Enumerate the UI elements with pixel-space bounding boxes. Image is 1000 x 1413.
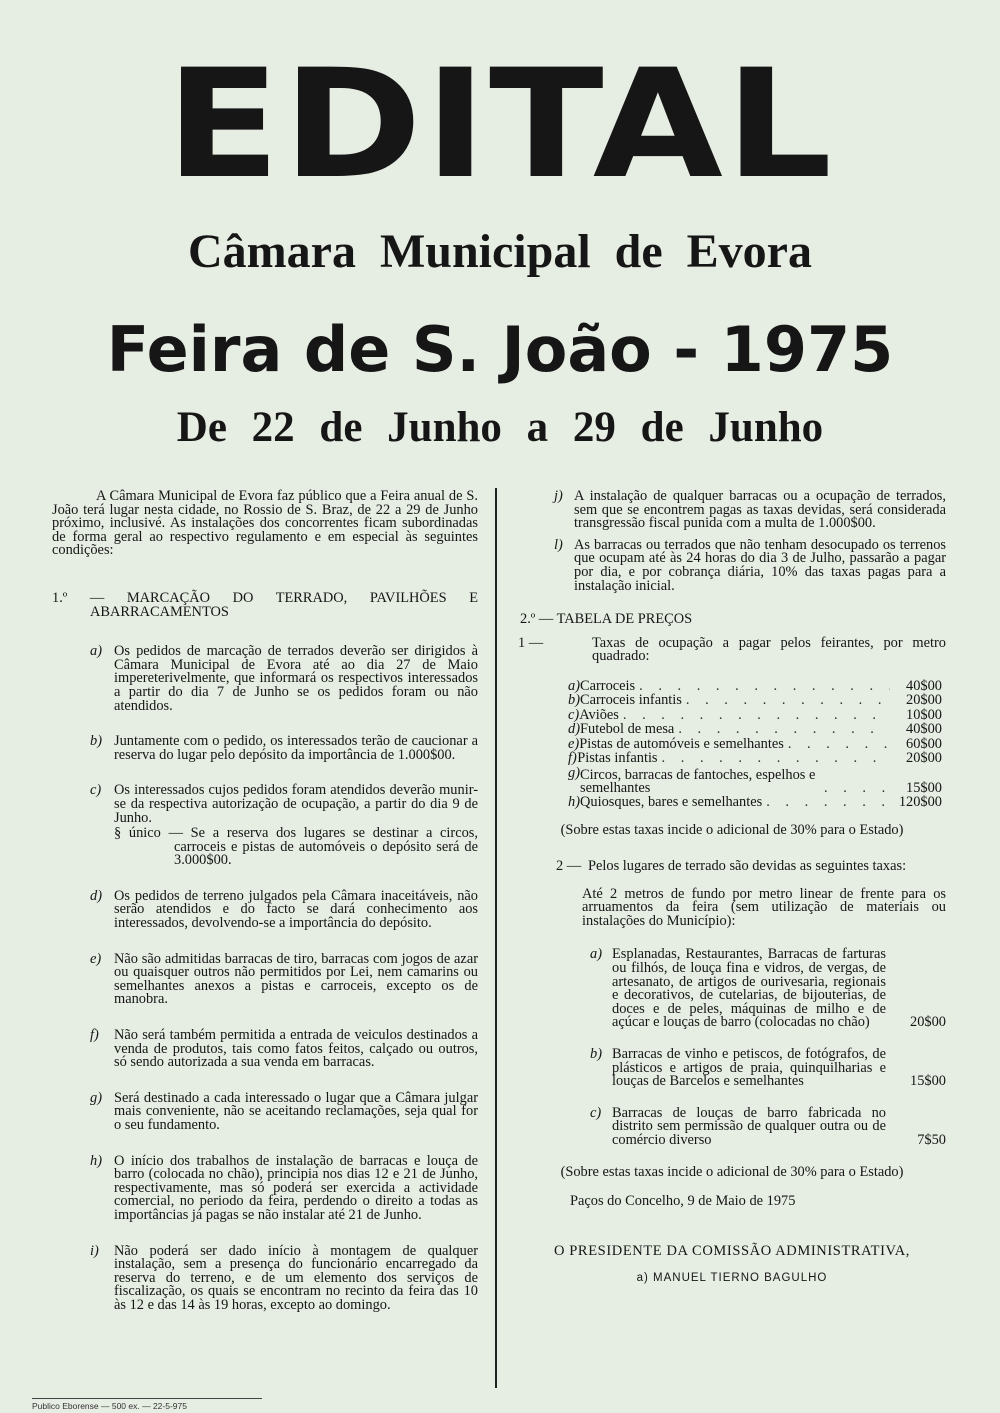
price-letter: g) xyxy=(568,764,580,781)
condition-text: Será destinado a cada interessado o lugar que a Câmara julgar mais conveniente, não se aceitando reclamações, seja qual for o seu fundamento. xyxy=(114,1089,478,1133)
poster-title: EDITAL xyxy=(165,38,835,212)
terrado-text: Esplanadas, Restaurantes, Barracas de farturas ou filhós, de louça fina e vidros, de vergas, de artesanato, de artigos de ourivesaria, regionais e decorativos, de cutelarias, de bijouterias, de doces e de peles, máquinas de milho e de açúcar e louças de barro (colocadas no chão) xyxy=(612,946,886,1031)
condition-text: As barracas ou terrados que não tenham desocupado os terrenos que ocupam até às 24 horas do dia 3 de Julho, passarão a pagar por dia, e por cobrança diária, 10% das taxas pagas para a instalação inicial. xyxy=(574,536,946,594)
right-column xyxy=(518,490,946,1286)
leader-dots xyxy=(788,738,890,752)
price-item: Carroceis infantis xyxy=(580,692,682,709)
price-item: Quiosques, bares e semelhantes xyxy=(580,793,763,810)
price-letter: h) xyxy=(568,793,580,810)
price-row xyxy=(568,793,942,811)
price-item: Futebol de mesa xyxy=(580,721,675,738)
condition-text: O início dos trabalhos de instalação de barracas e louça de barro (colocada no chão), principia nos dias 12 e 21 de Junho, respectivamente, mas só poderá ser exercida a actividade comercial, no periodo da feira, perdendo o direito a todas as importâncias já pagas se não instalar até 21 de Junho. xyxy=(114,1152,478,1223)
section-2-heading: 2.º — TABELA DE PREÇOS xyxy=(520,611,693,628)
condition-text: Os pedidos de marcação de terrados deverão ser dirigidos à Câmara Municipal de Evora até ao dia 27 de Maio impereterivelmente, que informará os respectivos interessados a partir do dia 7 de Junho se os pedidos foram ou não atendidos. xyxy=(114,643,478,714)
leader-dots xyxy=(824,782,890,796)
condition-letter: e) xyxy=(90,950,102,967)
printer-imprint: Publico Eborense — 500 ex. — 22-5-975 xyxy=(32,1398,262,1411)
price-value: 120$00 xyxy=(898,793,942,810)
subsection-number: 1 — xyxy=(518,634,544,651)
subsection-text: Pelos lugares de terrado são devidas as seguintes taxas: xyxy=(588,858,907,875)
event-name: Feira de S. João - 1975 xyxy=(106,313,894,386)
terrado-fee-c xyxy=(518,1104,946,1148)
occupation-fees-intro xyxy=(518,634,946,665)
condition-h xyxy=(52,1152,478,1223)
price-value: 40$00 xyxy=(906,677,942,694)
terrado-value: 20$00 xyxy=(910,1014,946,1031)
president-signature: a) MANUEL TIERNO BAGULHO xyxy=(636,1272,828,1285)
condition-text: Os pedidos de terreno julgados pela Câmara inaceitáveis, não serão atendidos e do facto se dará conhecimento aos interessados, devolvendo-se a importância do depósito. xyxy=(114,887,478,932)
price-letter: f) xyxy=(568,750,577,767)
condition-text: Não poderá ser dado início à montagem de qualquer instalação, sem a presença do funcionário encarregado da reserva do terreno, e de um elemento dos serviços de fiscalização, os quais se encontram no recinto da feira das 10 às 12 e das 14 às 19 horas, excepto ao domingo. xyxy=(114,1242,478,1313)
condition-d xyxy=(52,887,478,932)
price-letter: d) xyxy=(568,721,580,738)
intro-paragraph: A Câmara Municipal de Evora faz público que a Feira anual de S. João terá lugar nesta cidade, no Rossio de S. Braz, de 22 a 29 de Junho próximo, inclusivé. As instalações dos concorrentes ficam subordinadas de forma geral ao respectivo regulamento e em especial às seguintes condições: xyxy=(52,488,478,559)
condition-a xyxy=(52,645,478,713)
condition-letter: c) xyxy=(90,782,102,799)
terrado-text: Barracas de louças de barro fabricada no distrito sem permissão de qualquer outra ou de comércio diverso xyxy=(612,1104,886,1148)
terrado-fee-b xyxy=(518,1045,946,1090)
place-and-date: Paços do Concelho, 9 de Maio de 1975 xyxy=(570,1193,796,1210)
issuer-name: Câmara Municipal de Evora xyxy=(188,225,812,278)
price-item: Pistas de automóveis e semelhantes xyxy=(579,735,784,752)
state-surcharge-note-2: (Sobre estas taxas incide o adicional de 30% para o Estado) xyxy=(560,1163,904,1180)
terrado-letter: a) xyxy=(590,946,602,963)
condition-c xyxy=(52,784,478,868)
condition-letter: i) xyxy=(90,1242,99,1259)
price-letter: b) xyxy=(568,692,580,709)
terrado-conditions: Até 2 metros de fundo por metro linear de frente para os arruamentos da feira (sem utilização de materiais ou instalações do Município): xyxy=(582,885,946,929)
price-value: 60$00 xyxy=(906,735,942,752)
condition-letter: h) xyxy=(90,1152,102,1169)
terrado-letter: c) xyxy=(590,1104,602,1121)
condition-text: Não são admitidas barracas de tiro, barracas com jogos de azar ou quaisquer outros não permitidos por Lei, nem camarins ou semelhantes anexos a pistas e carroceis, excepto os de manobra. xyxy=(114,950,478,1008)
terrado-letter: b) xyxy=(590,1045,602,1062)
condition-f xyxy=(52,1029,478,1070)
condition-e xyxy=(52,950,478,1008)
price-row xyxy=(568,694,942,709)
price-item: Circos, barracas de fantoches, espelhos e semelhantes xyxy=(580,766,816,797)
price-value: 10$00 xyxy=(906,706,942,723)
leader-dots xyxy=(766,796,890,810)
condition-text: A instalação de qualquer barracas ou a ocupação de terrados, sem que se encontrem pagas as taxas devidas, será considerada transgressão fiscal punida com a multa de 1.000$00. xyxy=(574,488,946,532)
section-1 xyxy=(52,589,478,1313)
condition-letter: j) xyxy=(554,488,563,504)
subsection-text: Taxas de ocupação a pagar pelos feirantes, por metro quadrado: xyxy=(592,634,946,665)
subsection-number: 2 — xyxy=(556,858,582,875)
column-divider xyxy=(495,488,497,1388)
condition-i xyxy=(52,1242,478,1313)
price-row xyxy=(568,764,942,797)
terrado-text: Barracas de vinho e petiscos, de fotógrafos, de plásticos e artigos de praia, quinquilharias e louças de Barcelos e semelhantes xyxy=(612,1045,886,1090)
price-item: Carroceis xyxy=(580,677,636,694)
price-value: 15$00 xyxy=(906,780,942,797)
terrado-value: 15$00 xyxy=(910,1073,946,1090)
condition-text: Os interessados cujos pedidos foram atendidos deverão munir-se da respectiva autorização de ocupação, a partir do dia 9 de Junho. xyxy=(114,782,478,826)
terrado-fee-a xyxy=(518,948,946,1030)
price-value: 20$00 xyxy=(906,692,942,709)
condition-letter: g) xyxy=(90,1089,102,1106)
condition-letter: l) xyxy=(554,536,563,553)
price-item: Aviões xyxy=(579,706,619,723)
leader-dots xyxy=(678,723,890,737)
price-value: 20$00 xyxy=(906,750,942,767)
condition-letter: a) xyxy=(90,643,102,660)
event-dates: De 22 de Junho a 29 de Junho xyxy=(176,404,824,451)
condition-j xyxy=(518,490,946,531)
price-list xyxy=(568,677,942,811)
condition-letter: f) xyxy=(90,1027,99,1044)
price-row xyxy=(568,752,942,767)
state-surcharge-note: (Sobre estas taxas incide o adicional de 30% para o Estado) xyxy=(560,822,904,839)
price-value: 40$00 xyxy=(906,721,942,738)
condition-letter: d) xyxy=(90,887,102,904)
price-item: Pistas infantis xyxy=(577,750,658,767)
price-letter: a) xyxy=(568,677,580,694)
section-1-heading: 1.º — MARCAÇÃO DO TERRADO, PAVILHÕES E ABARRACAMENTOS xyxy=(52,589,478,620)
condition-l xyxy=(518,536,946,594)
condition-text: Não será também permitida a entrada de veiculos destinados a venda de produtos, tais como fatos feitos, calçado ou outros, só sendo autorizada a sua venda em barracas. xyxy=(114,1027,478,1071)
left-column xyxy=(52,490,478,1341)
price-letter: e) xyxy=(568,735,580,752)
president-title: O PRESIDENTE DA COMISSÃO ADMINISTRATIVA, xyxy=(553,1242,911,1259)
terrado-fees-intro xyxy=(556,860,946,874)
single-paragraph-note: § único — Se a reserva dos lugares se destinar a circos, carroceis e pistas de automóveis o depósito será de 3.000$00. xyxy=(114,825,478,869)
leader-dots xyxy=(686,694,890,708)
condition-letter: b) xyxy=(90,733,102,750)
condition-g xyxy=(52,1089,478,1133)
condition-text: Juntamente com o pedido, os interessados terão de caucionar a reserva do lugar pelo depósito da importância de 1.000$00. xyxy=(114,733,478,763)
condition-b xyxy=(52,735,478,762)
leader-dots xyxy=(662,752,890,766)
price-letter: c) xyxy=(568,706,580,723)
terrado-value: 7$50 xyxy=(917,1131,946,1148)
